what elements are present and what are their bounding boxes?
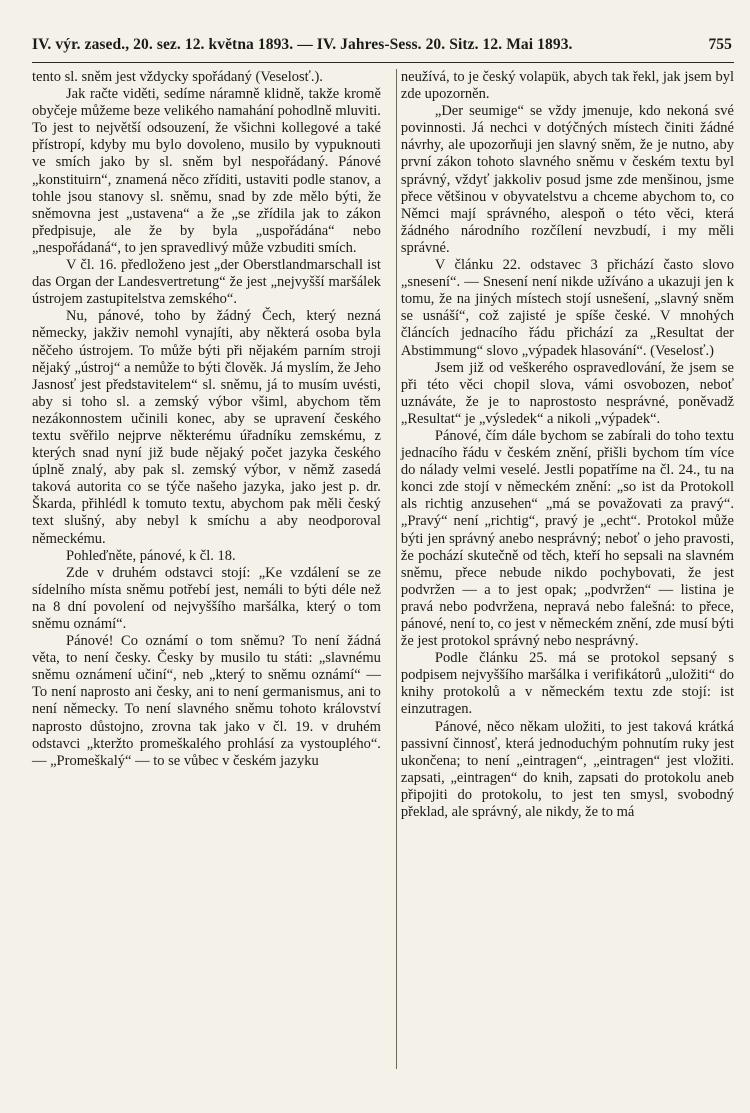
- paragraph: neužívá, to je český volapük, abych tak řekl, jak jsem byl zde upozorněn.: [400, 69, 734, 103]
- right-column: [391, 69, 734, 821]
- page-number: 755: [708, 36, 732, 53]
- text-columns: [32, 69, 734, 821]
- paragraph: Podle článku 25. má se protokol sepsaný s podpisem nejvyššího maršálka i verifikátorů „uložiti“ do knihy protokolů a v německém textu zde stojí: ist einzutragen.: [400, 650, 734, 718]
- paragraph: Jak račte viděti, sedíme náramně klidně, takže kromě obyčeje můžeme beze velikého namahání pohodlně mluviti. To jest to největší odsouzení, že všichni kollegové a také přístropí, kdyby mu bylo dovoleno, musilo by vypuknouti ve smích jako by sl. sněm byl nespořádaný. Pánové „konstituirn“, znamená něco zříditi, ustaviti podle stanov, a tohle jsou stanovy sl. sněmu, snad by zde mělo býti, že sněmovna jest „ustavena“ a že „se zřídila jak to zákon předpisuje, ale že by byla „uspořádána“ nebo „nespořádaná“, to jen spravedlivý může vzbuditi smích.: [32, 86, 381, 256]
- header-rule: [32, 62, 734, 63]
- paragraph: Zde v druhém odstavci stojí: „Ke vzdálení se ze sídelního místa sněmu potřebí jest, nemáli to býti déle než na 8 dní povolení od nejvyššího maršálka, který o tom sněmu oznámí“.: [32, 564, 381, 632]
- paragraph: V čl. 16. předloženo jest „der Oberstlandmarschall ist das Organ der Landesvertretung“ že jest „nejvyšší maršálek ústrojem zastupitelstva zemského“.: [32, 257, 381, 308]
- paragraph: V článku 22. odstavec 3 přichází často slovo „snesení“. — Snesení není nikde užíváno a ukazuji jen k tomu, že na jiných místech stojí usnešení, „slavný sněm se usnáší“, což zajisté je spíše české. V mnohých článcích jednacího řádu přichází za „Resultat der Abstimmung“ slovo „výpadek hlasování“. (Veselosť.): [400, 257, 734, 359]
- header-title: IV. výr. zased., 20. sez. 12. května 1893. — IV. Jahres-Sess. 20. Sitz. 12. Mai 1893.: [32, 36, 573, 53]
- column-divider: [396, 69, 397, 1069]
- paragraph: Pánové, něco někam uložiti, to jest taková krátká passivní činnosť, která jednoduchým pohnutím ruky jest ukončena; to není „eintragen“, „eintragen“ jest vložiti. zapsati, „eintragen“ do knih, zapsati do protokolu aneb připojiti do protokolu, to jest ten smysl, svobodný překlad, ale správný, ale nikdy, že to má: [400, 718, 734, 821]
- paragraph: Nu, pánové, toho by žádný Čech, který nezná německy, jakživ nemohl vynajíti, aby některá osoba byla něčeho ústrojem. To může býti při nějakém parním stroji nějaký „ústroj“ a nemůže to býti člověk. Já myslím, že Jeho Jasnosť jest představitelem“ sl. sněmu, já to musím uvésti, aby si toho sl. a zemský výbor všiml, abychom těm nezákonnostem učinili konec, aby se upravení českého textu svěřilo nejprve některému úřadníku zemskému, z kterých snad nyní již bude nějaký počet jazyka českého úplně znalý, aby pak sl. zemský výbor, v němž zasedá taková autorita co se týče našeho jazyka, jako jest p. dr. Škarda, přihlédl k tomuto textu, abychom pak měli český text slušný, aby nebyl k smíchu a aby neodporoval německému.: [32, 308, 381, 547]
- paragraph: Pohleďněte, pánové, k čl. 18.: [66, 547, 236, 564]
- paragraph: tento sl. sněm jest vždycky spořádaný (Veselosť.).: [32, 69, 323, 85]
- paragraph: Jsem již od veškerého ospravedlování, že jsem se při této věci chopil slova, vámi osvobozen, neboť uznáváte, že je to naprostosto nesprávné, poněvadž „Resultat“ je „výsledek“ a nikoli „výpadek“.: [400, 359, 734, 427]
- paragraph: Pánové, čím dále bychom se zabírali do toho textu jednacího řádu v českém znění, přišli bychom tím více do nálady velmi veselé. Jestli popatříme na čl. 24., tu na konci zde stojí v německém znění: „so ist da Protokoll als richtig anzusehen“ „má se považovati za pravý“. „Pravý“ není „richtig“, pravý je „echt“. Protokol může býti jen správný anebo nesprávný; neboť o jeho pravosti, že pochází skutečně od těch, kteří ho sepsali na slavném sněmu, přece nebude nikdo pochybovati, že jest podvržen — a to jest opak; „podvržen“ — listina je pravá nebo podvržena, nepravá nebo falešná: to přece, pánové, není to, co jest v německém znění, zde musí býti že jest protokol správný nebo nesprávný.: [400, 427, 734, 650]
- paragraph: „Der seumige“ se vždy jmenuje, kdo nekoná své povinnosti. Já nechci v dotýčných místech činiti žádné návrhy, ale upozorňuji jen slavný sněm, že je nutno, aby první zákon tohoto slavného sněmu v českém textu byl správný, vždyť jakkoliv posud jsme zde menšinou, jsme přece většinou v obyvatelstvu a chceme abychom to, co Němci mají správného, alespoň o této věci, která žádného národního rozčílení nevzbudí, i my měli správné.: [400, 103, 734, 256]
- paragraph: Pánové! Co oznámí o tom sněmu? To není žádná věta, to není česky. Česky by musilo tu státi: „slavnému sněmu oznámení učiní“, neb „který to sněmu oznámí“ — To není naprosto ani česky, ani to není germanismus, ani to není německy. To není slavného sněmu tohoto království naprosto důstojno, zrovna tak jako v čl. 19. v druhém odstavci „kteržto promeškalého prohlásí za vystouplého“. — „Promeškalý“ — to se vůbec v českém jazyku: [32, 633, 381, 769]
- page-header: [32, 28, 732, 62]
- left-column: [32, 69, 391, 821]
